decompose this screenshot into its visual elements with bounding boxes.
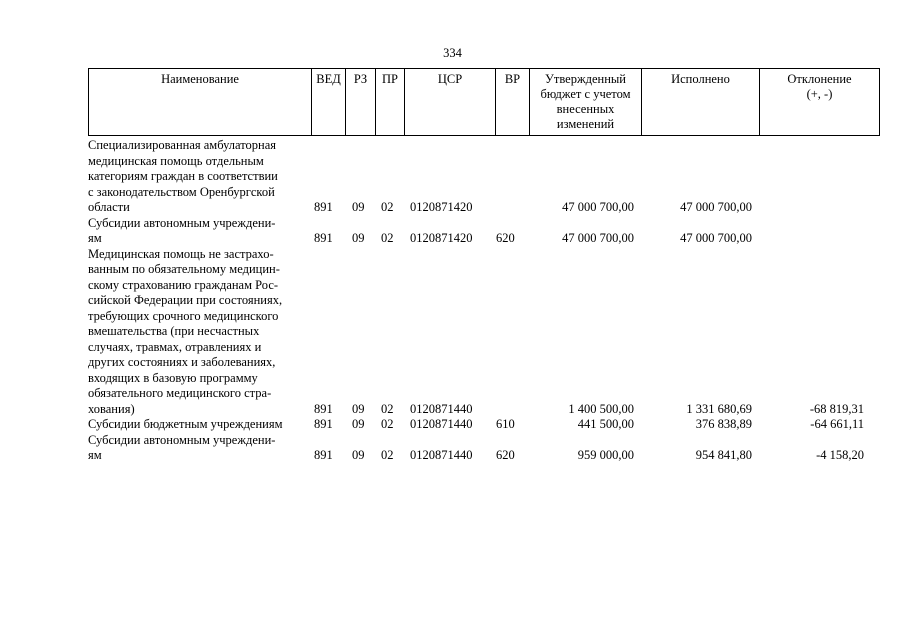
- row-pr: 02: [381, 200, 394, 214]
- row-pr: 02: [381, 401, 394, 416]
- row-ved: 891: [314, 231, 333, 245]
- row-rz: 09: [352, 401, 365, 416]
- row-ved: 891: [314, 448, 333, 462]
- header-ved: ВЕД: [311, 69, 345, 135]
- row-pr: 02: [381, 231, 394, 245]
- row-approved: 1 400 500,00: [568, 401, 634, 416]
- table-row: [88, 138, 880, 216]
- table-row: [88, 247, 880, 418]
- header-approved: Утвержденный бюджет с учетом внесенных изменений: [529, 69, 641, 135]
- row-name: Субсидии автономным учреждени- ям: [88, 215, 276, 245]
- row-csr: 0120871440: [410, 401, 473, 416]
- table-body: [88, 138, 880, 464]
- header-deviation: Отклонение (+, -): [759, 69, 879, 135]
- header-vr: ВР: [495, 69, 529, 135]
- row-pr: 02: [381, 448, 394, 462]
- row-deviation: -4 158,20: [816, 448, 864, 462]
- row-ved: 891: [314, 200, 333, 214]
- row-approved: 959 000,00: [577, 448, 634, 462]
- page-number: 334: [443, 46, 462, 60]
- row-rz: 09: [352, 417, 365, 431]
- row-csr: 0120871420: [410, 200, 473, 214]
- header-csr: ЦСР: [404, 69, 495, 135]
- row-ved: 891: [314, 417, 333, 431]
- row-name: Медицинская помощь не застрахо- ванным по обязательному медицин- скому страхованию гражданам Рос- сийской Федерации при состояниях, требующих срочного медицинского вмешательства (при несчастных случаях, травмах, отравлениях и других состояниях и заболеваниях, входящих в базовую программу обязательного медицинского стра- хования): [88, 246, 283, 416]
- row-csr: 0120871440: [410, 417, 473, 431]
- row-vr: 620: [496, 448, 515, 462]
- table-header: [88, 68, 880, 136]
- row-ved: 891: [314, 401, 333, 416]
- row-executed: 1 331 680,69: [686, 401, 752, 416]
- row-executed: 47 000 700,00: [680, 200, 752, 214]
- row-approved: 441 500,00: [577, 417, 634, 431]
- row-csr: 0120871420: [410, 231, 473, 245]
- header-pr: ПР: [375, 69, 404, 135]
- header-rz: РЗ: [345, 69, 375, 135]
- row-executed: 954 841,80: [695, 448, 752, 462]
- row-rz: 09: [352, 448, 365, 462]
- row-csr: 0120871440: [410, 448, 473, 462]
- header-executed: Исполнено: [641, 69, 759, 135]
- table-row: [88, 433, 880, 464]
- row-vr: 610: [496, 417, 515, 431]
- table-row: [88, 417, 880, 433]
- table-row: [88, 216, 880, 247]
- row-name: Специализированная амбулаторная медицинская помощь отдельным категориям граждан в соответствии с законодательством Оренбургской области: [88, 138, 278, 214]
- row-rz: 09: [352, 231, 365, 245]
- row-rz: 09: [352, 200, 365, 214]
- row-approved: 47 000 700,00: [562, 231, 634, 245]
- row-name: Субсидии бюджетным учреждениям: [88, 417, 283, 431]
- row-name: Субсидии автономным учреждени- ям: [88, 432, 276, 462]
- row-executed: 376 838,89: [695, 417, 752, 431]
- row-approved: 47 000 700,00: [562, 200, 634, 214]
- row-vr: 620: [496, 231, 515, 245]
- row-deviation: -68 819,31: [809, 401, 864, 416]
- row-executed: 47 000 700,00: [680, 231, 752, 245]
- row-pr: 02: [381, 417, 394, 431]
- header-name: Наименование: [161, 72, 239, 86]
- row-deviation: -64 661,11: [810, 417, 864, 431]
